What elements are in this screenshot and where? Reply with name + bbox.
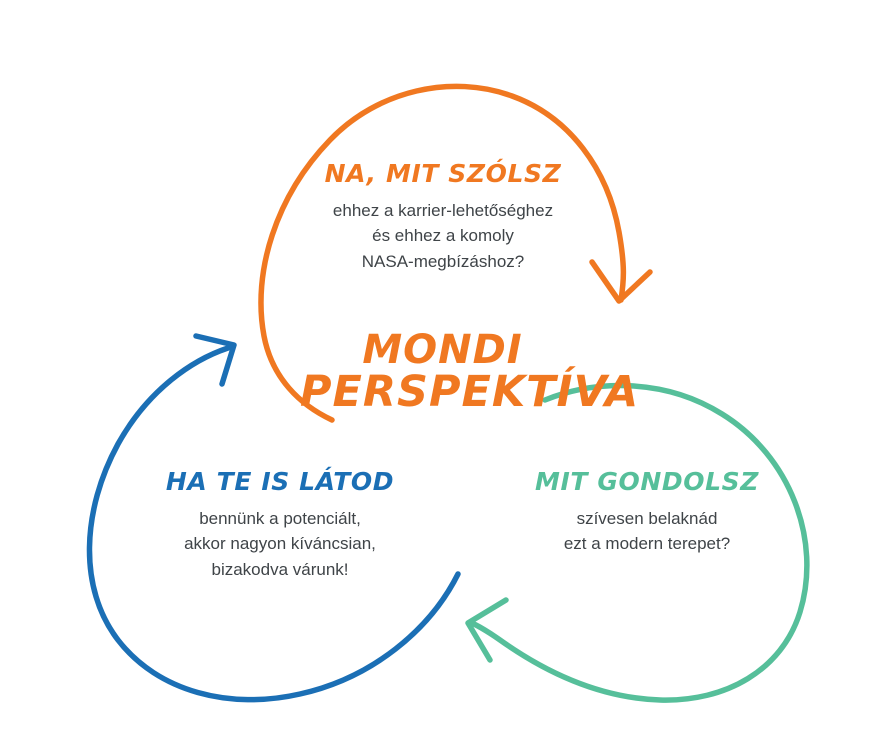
center-title-line-1: MONDI (362, 327, 523, 373)
block-right-body-line-2: ezt a modern terepet? (563, 534, 731, 553)
block-top-body-line-1: ehhez a karrier-lehetőséghez (332, 200, 554, 220)
block-top-body-line-2: és ehhez a komoly (372, 226, 514, 245)
block-top-body-line-3: NASA-megbízáshoz? (361, 251, 525, 271)
block-top-body (243, 198, 643, 275)
block-left-body-line-2: akkor nagyon kíváncsian, (184, 534, 376, 553)
block-right (497, 468, 797, 557)
block-left-body (130, 506, 430, 583)
block-left (130, 468, 430, 582)
block-right-body (497, 506, 797, 557)
block-right-heading: MIT GONDOLSZ (535, 467, 759, 496)
block-left-heading: HA TE IS LÁTOD (165, 467, 395, 496)
center-title-line-2: PERSPEKTÍVA (300, 366, 640, 417)
block-top (243, 160, 643, 274)
block-left-body-line-1: bennünk a potenciált, (199, 508, 361, 528)
block-left-body-line-3: bizakodva várunk! (211, 559, 349, 579)
block-top-heading: NA, MIT SZÓLSZ (324, 159, 562, 188)
center-title (300, 327, 640, 417)
block-right-body-line-1: szívesen belaknád (576, 508, 718, 528)
